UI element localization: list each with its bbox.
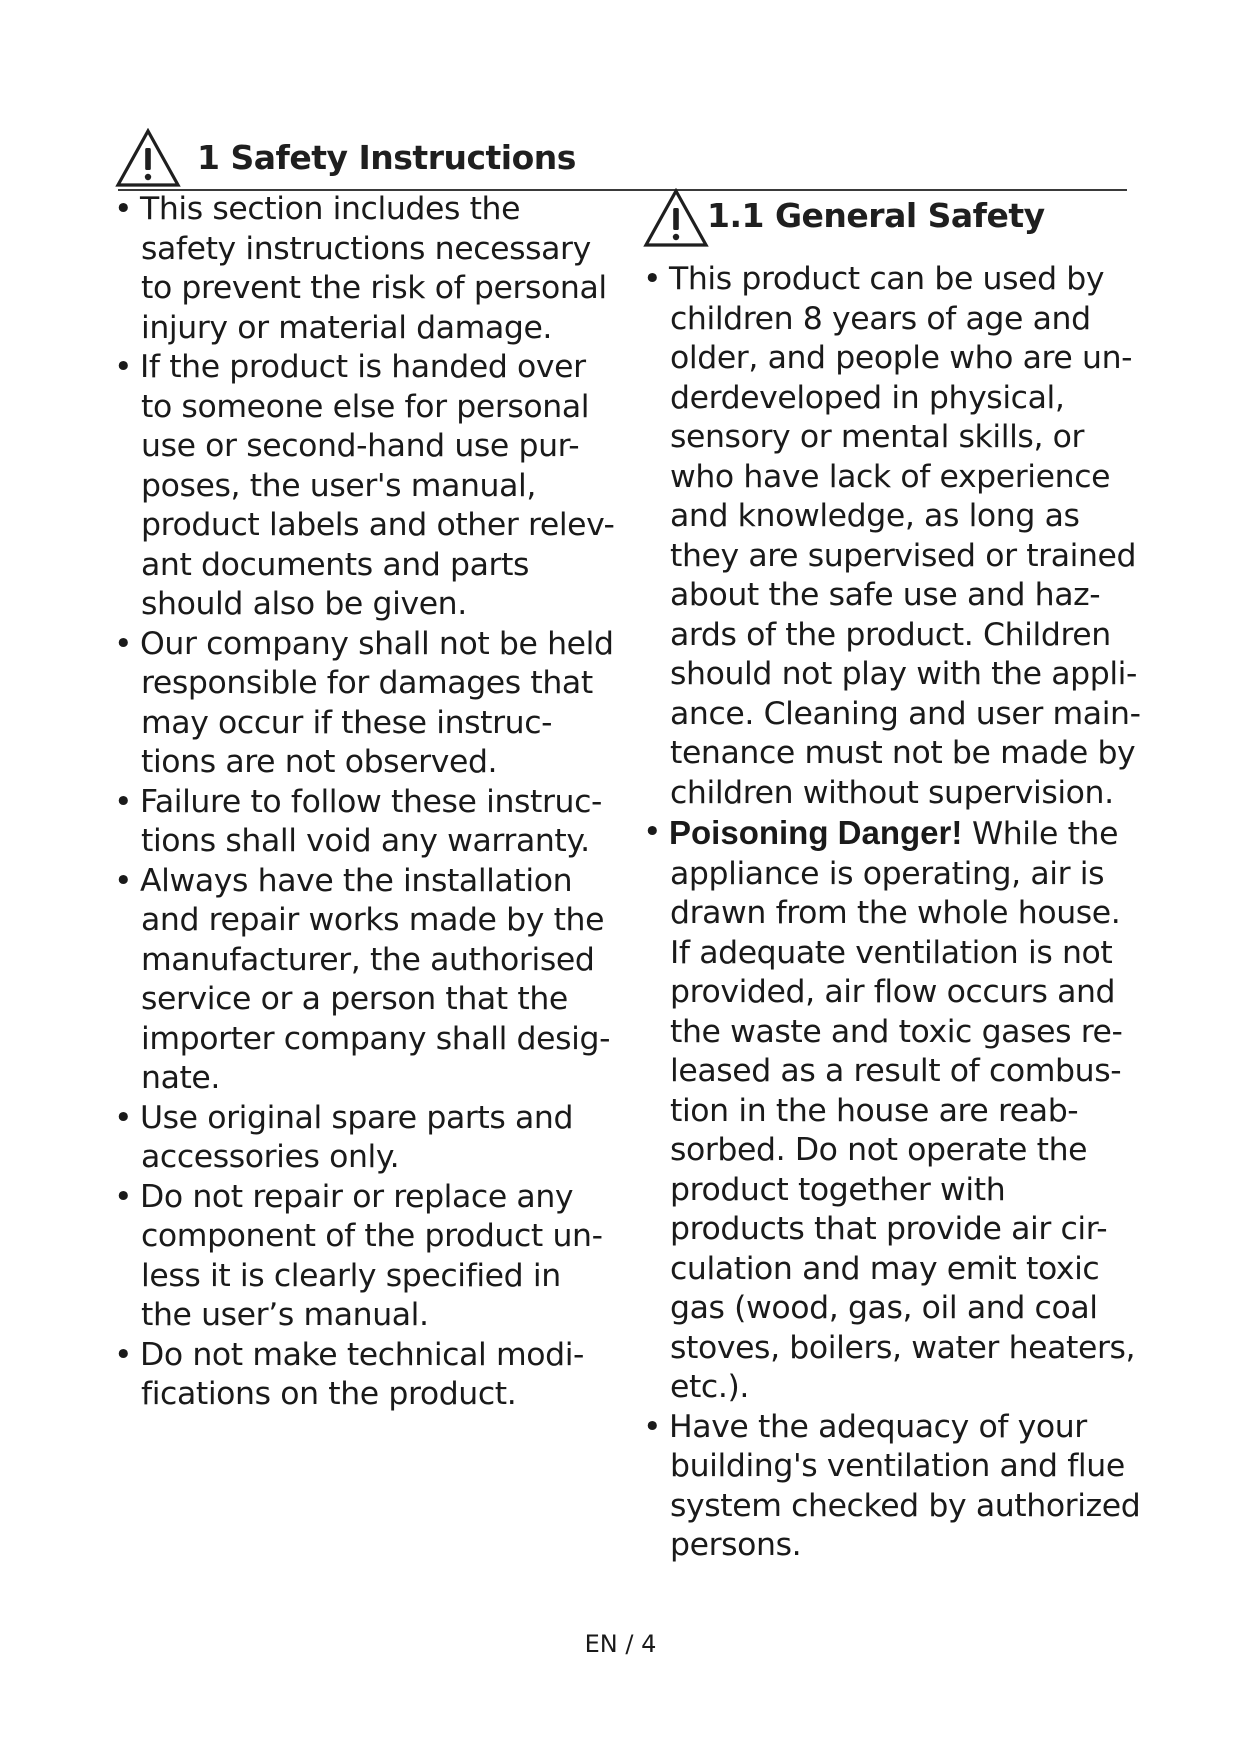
bullet-line: tenance must not be made by xyxy=(670,735,1136,771)
bullet-item xyxy=(643,1408,1143,1566)
right-column xyxy=(643,190,1143,1566)
bullet-text xyxy=(141,1336,614,1415)
bullet-text xyxy=(670,1408,1143,1566)
bullet-line: product labels and other relev- xyxy=(141,507,615,543)
bullet-marker: • xyxy=(114,625,133,662)
bullet-line: accessories only. xyxy=(141,1139,400,1175)
bullet-text xyxy=(141,1178,614,1336)
bullet-line: provided, air flow occurs and xyxy=(670,974,1116,1010)
bullet-marker: • xyxy=(643,814,662,850)
bullet-item xyxy=(114,783,614,862)
bullet-line: manufacturer, the authorised xyxy=(141,941,595,978)
bullet-line: building's ventilation and flue xyxy=(670,1448,1125,1484)
bullet-line: to prevent the risk of personal xyxy=(141,270,607,306)
bullet-line: the user’s manual. xyxy=(141,1297,429,1333)
bullet-line: fications on the product. xyxy=(141,1376,517,1412)
bullet-line: gas (wood, gas, oil and coal xyxy=(670,1290,1098,1326)
bullet-marker: • xyxy=(114,862,133,899)
bullet-line: they are supervised or trained xyxy=(670,537,1137,574)
bullet-line: derdeveloped in physical, xyxy=(670,379,1065,416)
bullet-line: responsible for damages that xyxy=(141,665,593,701)
bullet-line: poses, the user's manual, xyxy=(141,467,536,504)
bullet-line: This product can be used by xyxy=(669,261,1105,297)
bullet-item xyxy=(114,1178,614,1336)
bullet-line: nate. xyxy=(141,1060,221,1096)
right-bullet-list xyxy=(643,260,1143,1566)
bullet-item xyxy=(643,260,1143,813)
bullet-text xyxy=(670,813,1143,1408)
bullet-line: and repair works made by the xyxy=(141,902,605,938)
bullet-line: persons. xyxy=(670,1527,802,1563)
bullet-line: sorbed. Do not operate the xyxy=(670,1132,1088,1168)
bullet-line: Do not make technical modi- xyxy=(140,1336,585,1373)
bullet-line: about the safe use and haz- xyxy=(670,577,1101,613)
bullet-line: Do not repair or replace any xyxy=(140,1178,574,1215)
bullet-line: If adequate ventilation is not xyxy=(670,934,1113,971)
bullet-item xyxy=(114,862,614,1099)
bullet-line: culation and may emit toxic xyxy=(670,1250,1100,1287)
bullet-line: Failure to follow these instruc- xyxy=(140,783,602,820)
subsection-header xyxy=(643,188,1143,254)
bullet-text xyxy=(141,1099,614,1178)
bullet-marker: • xyxy=(643,1408,662,1445)
bullet-line: If the product is handed over xyxy=(140,349,586,385)
left-column xyxy=(114,190,614,1415)
bullet-line: appliance is operating, air is xyxy=(670,855,1105,892)
bullet-line: tion in the house are reab- xyxy=(670,1092,1079,1129)
bullet-line: children 8 years of age and xyxy=(670,300,1091,337)
bullet-line: etc.). xyxy=(670,1369,749,1405)
left-bullet-list xyxy=(114,190,614,1415)
bullet-line xyxy=(669,813,1143,855)
bullet-line: who have lack of experience xyxy=(670,458,1111,495)
bullet-line: children without supervision. xyxy=(670,774,1114,811)
bullet-line: ards of the product. Children xyxy=(670,616,1111,653)
bullet-item xyxy=(114,625,614,783)
bullet-text xyxy=(141,190,614,348)
bullet-item xyxy=(114,190,614,348)
warning-triangle-icon xyxy=(643,188,709,248)
bullet-line: This section includes the xyxy=(140,191,521,227)
bullet-line: less it is clearly specified in xyxy=(141,1257,561,1294)
section-header xyxy=(115,128,1125,190)
bullet-line: service or a person that the xyxy=(141,981,568,1017)
bullet-line: should also be given. xyxy=(141,586,467,622)
bullet-line: Have the adequacy of your xyxy=(669,1408,1087,1445)
bullet-line: importer company shall desig- xyxy=(141,1020,611,1057)
bullet-line: ant documents and parts xyxy=(141,546,530,583)
bullet-line: Use original spare parts and xyxy=(140,1099,574,1136)
bullet-line: older, and people who are un- xyxy=(670,340,1133,376)
bullet-marker: • xyxy=(114,191,133,227)
section-title: 1 Safety Instructions xyxy=(197,138,576,177)
bullet-line: sensory or mental skills, or xyxy=(670,419,1085,455)
subsection-title: 1.1 General Safety xyxy=(707,196,1045,235)
bullet-line: should not play with the appli- xyxy=(670,656,1137,692)
bullet-line: Our company shall not be held xyxy=(140,625,614,662)
bullet-line: products that provide air cir- xyxy=(670,1211,1108,1247)
bullet-line: may occur if these instruc- xyxy=(141,704,553,741)
bullet-marker: • xyxy=(643,261,662,297)
bullet-line-rest: While the xyxy=(962,816,1119,852)
bullet-line: to someone else for personal xyxy=(141,388,590,425)
bullet-item xyxy=(114,1336,614,1415)
bullet-text xyxy=(141,783,614,862)
bullet-marker: • xyxy=(114,349,133,385)
bullet-line: use or second-hand use pur- xyxy=(141,428,580,464)
bullet-line: injury or material damage. xyxy=(141,309,553,346)
bullet-marker: • xyxy=(114,1178,133,1215)
bullet-text xyxy=(141,862,614,1099)
bullet-marker: • xyxy=(114,1336,133,1373)
bullet-line: ance. Cleaning and user main- xyxy=(670,695,1141,732)
bullet-line: the waste and toxic gases re- xyxy=(670,1013,1123,1050)
danger-label: Poisoning Danger! xyxy=(669,814,963,851)
bullet-line: system checked by authorized xyxy=(670,1487,1141,1524)
bullet-line: and knowledge, as long as xyxy=(670,498,1080,534)
bullet-line: drawn from the whole house. xyxy=(670,895,1121,931)
bullet-line: tions are not observed. xyxy=(141,744,498,780)
bullet-line: safety instructions necessary xyxy=(141,230,591,267)
bullet-item xyxy=(114,348,614,625)
bullet-line: component of the product un- xyxy=(141,1218,603,1254)
bullet-item xyxy=(643,813,1143,1408)
bullet-item xyxy=(114,1099,614,1178)
bullet-text xyxy=(141,348,614,625)
page-number: EN / 4 xyxy=(584,1630,657,1658)
warning-triangle-icon xyxy=(115,128,181,188)
bullet-line: product together with xyxy=(670,1171,1006,1208)
bullet-text xyxy=(670,260,1143,813)
bullet-line: leased as a result of combus- xyxy=(670,1053,1122,1089)
bullet-line: tions shall void any warranty. xyxy=(141,823,590,859)
bullet-marker: • xyxy=(114,783,133,820)
bullet-marker: • xyxy=(114,1099,133,1136)
bullet-text xyxy=(141,625,614,783)
bullet-line: stoves, boilers, water heaters, xyxy=(670,1329,1136,1366)
bullet-line: Always have the installation xyxy=(140,862,573,899)
